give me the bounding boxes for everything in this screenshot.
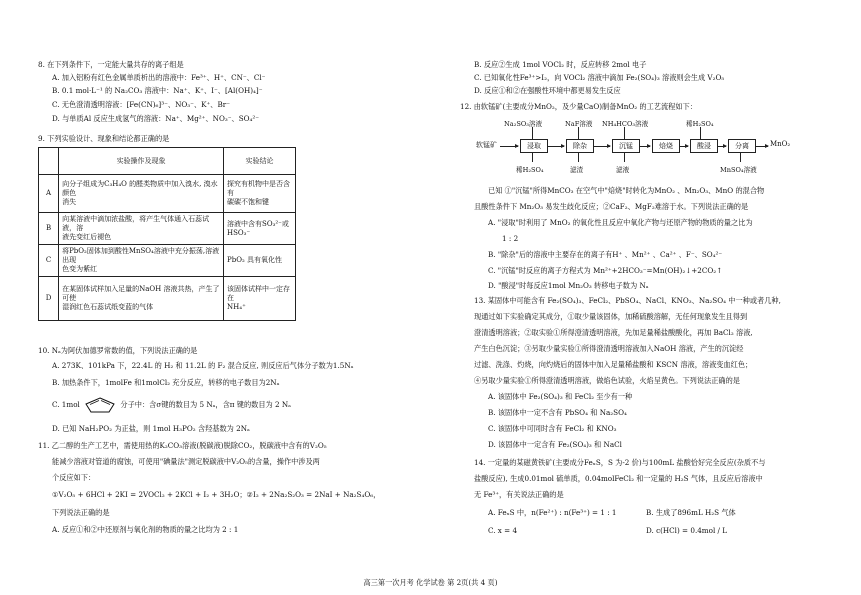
step-box: 除杂	[566, 139, 594, 153]
q14-option-a: A. FeₓS 中，n(Fe²⁺) : n(Fe³⁺) = 1 : 1	[488, 508, 617, 517]
reagent-label: NH₄HCO₃溶液	[602, 120, 649, 128]
product-label: MnO₂	[770, 140, 791, 148]
reagent-label: 稀H₂SO₄	[686, 120, 714, 128]
q9-row-conclusion	[224, 213, 296, 245]
step-box: 沉锰	[612, 139, 640, 153]
q9-op-line2: 湿润红色石蕊试纸变蓝的气体	[62, 303, 154, 311]
q10-c-suffix: 分子中：含σ键的数目为 5 Nₐ，含π 键的数目为 2 Nₐ	[120, 400, 291, 409]
right-arrow-icon	[756, 146, 768, 147]
right-arrow-icon	[640, 146, 650, 147]
q13-line6: ④另取少量实验①所得澄清透明溶液，做焰色试验，火焰呈黄色。下列说法正确的是	[474, 376, 740, 385]
step-box: 浸取	[520, 139, 548, 153]
q14-option-c: C. x = 4	[488, 526, 518, 535]
q13-line2: 现通过如下实验确定其成分，①取少量该固体，加稀硫酸溶解，无任何现象发生且得到	[474, 312, 748, 321]
q9-con-line1: PbO₂ 具有氧化性	[227, 256, 282, 264]
down-arrow-icon	[700, 127, 701, 139]
down-arrow-icon	[532, 127, 533, 139]
down-arrow-icon	[578, 127, 579, 139]
q12-option-b: B. "除杂"后的溶液中主要存在的离子有H⁺ 、Mn²⁺ 、Ca²⁺ 、F⁻、SO₄²⁻	[488, 250, 723, 259]
right-arrow-icon	[548, 146, 564, 147]
q11-line3: 个反应如下：	[52, 473, 96, 482]
down-arrow-icon	[740, 152, 741, 162]
q9-row-label: A	[39, 175, 59, 213]
q9-row-label: B	[39, 213, 59, 245]
q9-op-line2: 色变为紫红	[62, 265, 98, 273]
q9-row-conclusion	[224, 175, 296, 213]
q11-option-b: B. 反应②生成 1mol VOCl₂ 时，反应转移 2mol 电子	[474, 60, 647, 69]
q9-row-operation	[59, 245, 224, 277]
step-box: 焙烧	[652, 139, 680, 153]
q9-op-line1: 在某固体试样加入足量的NaOH 溶液共热，产生了可使	[62, 285, 220, 302]
q13-option-d: D. 该固体中一定含有 Fe₂(SO₄)₃ 和 NaCl	[488, 440, 622, 449]
q9-op-line1: 将PbO₂固体加到酸性MnSO₄溶液中充分振荡,溶液出现	[62, 247, 220, 264]
q9-row-conclusion	[224, 277, 296, 321]
q10-option-b: B. 加热条件下，1molFe 和1molCl₂ 充分反应，转移的电子数目为2Nₐ	[52, 378, 280, 387]
q8-option-b: B. 0.1 mol·L⁻¹ 的 Na₂CO₃ 溶液中：Na⁺、K⁺、I⁻、[Al(OH)₄]⁻	[52, 86, 263, 95]
q11-line4: ①V₂O₅ + 6HCl + 2KI = 2VOCl₂ + 2KCl + I₂ + 3H₂O；②I₂ + 2Na₂S₂O₃ = 2NaI + Na₂S₄O₆，	[52, 490, 381, 499]
q9-row-operation	[59, 213, 224, 245]
down-arrow-icon	[624, 152, 625, 162]
q8-option-d: D. 与单质Al 反应生成氢气的溶液：Na⁺、Mg²⁺、NO₃⁻、SO₄²⁻	[52, 114, 260, 123]
start-material-label: 软锰矿	[476, 141, 497, 149]
right-arrow-icon	[500, 146, 518, 147]
q9-con-line2: HSO₃⁻	[227, 228, 251, 237]
q9-header-operation: 实验操作及现象	[59, 148, 224, 175]
q10-stem: 10. Nₐ为阿伏加德罗常数的值，下列说法正确的是	[38, 346, 198, 355]
q12-note2: 且酸性条件下 Mn₂O₃ 易发生歧化反应；②CaF₂、MgF₂难溶于水。下列说法正确的是	[474, 202, 749, 211]
right-arrow-icon	[718, 146, 726, 147]
down-arrow-icon	[578, 152, 579, 162]
q10-c-prefix: C. 1mol	[52, 400, 80, 409]
q11-line5: 下列说法正确的是	[52, 508, 110, 517]
q12-option-a-line1: A. "浸取"时利用了 MnO₂ 的氧化性且反应中氧化产物与还原产物的物质的量之比为	[488, 218, 753, 227]
up-arrow-icon	[532, 152, 533, 162]
q14-option-b: B. 生成了896mL H₂S 气体	[646, 508, 736, 517]
reagent-label: 稀H₂SO₄	[516, 166, 544, 174]
down-arrow-icon	[624, 127, 625, 139]
q11-option-d: D. 反应①和②在强酸性环境中都更易发生反应	[474, 86, 621, 95]
right-arrow-icon	[594, 146, 610, 147]
reagent-label: Na₂SO₃溶液	[504, 120, 543, 128]
q9-row-operation	[59, 277, 224, 321]
q8-option-a: A. 加入铝粉有红色金属单质析出的溶液中：Fe³⁺、H⁺、CN⁻、Cl⁻	[52, 73, 266, 82]
q9-op-line2: 消失	[62, 198, 77, 206]
step-box: 分离	[728, 139, 756, 153]
table-row	[39, 175, 296, 213]
q8-stem: 8. 在下列条件下，一定能大量共存的离子组是	[38, 60, 184, 69]
q10-option-d: D. 已知 NaH₂PO₂ 为正盐，则 1mol H₃PO₂ 含羟基数为 2Nₐ	[52, 424, 250, 433]
q9-row-label: C	[39, 245, 59, 277]
q9-con-line2: NH₄⁺	[227, 303, 246, 311]
q11-option-a: A. 反应①和②中还原剂与氧化剂的物质的量之比均为 2 : 1	[52, 525, 239, 534]
table-row	[39, 213, 296, 245]
q11-line1: 11. 乙二醇的生产工艺中，需使用热的K₂CO₃溶液(脱碳液)脱除CO₂，脱碳液中含有的V₂O₅	[38, 441, 327, 450]
q12-option-a-line2: 1 : 2	[502, 234, 519, 243]
q14-option-d: D. c(HCl) = 0.4mol / L	[646, 526, 728, 535]
q9-op-line1: 向分子组成为C₃H₄O 的醛类物质中加入溴水, 溴水颜色	[62, 180, 218, 197]
q13-line3: 澄清透明溶液；②取实验①所得澄清透明溶液，先加足量稀盐酸酸化，再加 BaCl₂ 溶液,	[474, 328, 753, 337]
table-row	[39, 277, 296, 321]
q9-con-line2: 碳碳不饱和键	[227, 198, 270, 206]
right-arrow-icon	[680, 146, 688, 147]
q13-option-c: C. 该固体中可同时含有 FeCl₂ 和 KNO₃	[488, 424, 617, 433]
q12-option-d: D. "酸浸"时每反应1mol Mn₂O₃ 转移电子数为 Nₐ	[488, 281, 649, 290]
q9-row-label: D	[39, 277, 59, 321]
q9-con-line1: 该固体试样中一定存在	[227, 285, 291, 302]
q8-option-c: C. 无色澄清透明溶液：[Fe(CN)₆]³⁻、NO₃⁻、K⁺、Br⁻	[52, 100, 231, 109]
q13-option-a: A. 该固体中 Fe₂(SO₄)₃ 和 FeCl₂ 至少有一种	[488, 392, 633, 401]
q9-header-blank	[39, 148, 59, 175]
q9-stem: 9. 下列实验设计、现象和结论都正确的是	[38, 134, 170, 143]
q9-table	[38, 147, 296, 321]
q14-line1: 14. 一定量的某磁黄铁矿(主要成分FeₓS，S 为-2 价)与100mL 盐酸恰好完全反应(杂质不与	[474, 458, 766, 467]
q10-option-c	[52, 396, 291, 414]
q12-stem: 12. 由软锰矿(主要成分MnO₂，及少量CaO)制备MnO₂ 的工艺流程如下：	[460, 102, 697, 111]
byproduct-label: MnSO₄溶液	[720, 166, 757, 174]
q13-line5: 过滤、洗涤、灼烧，向灼烧后的固体中加入足量稀盐酸和 KSCN 溶液，溶液变血红色；	[474, 360, 753, 369]
q11-option-c: C. 已知氧化性Fe³⁺>I₂，向 VOCl₂ 溶液中滴加 Fe₂(SO₄)₃ 溶液则会生成 V₂O₅	[474, 73, 725, 82]
reagent-label: NaF溶液	[565, 120, 593, 128]
cyclopentadiene-structure-icon	[82, 396, 118, 414]
q9-row-conclusion	[224, 245, 296, 277]
q13-option-b: B. 该固体中一定不含有 PbSO₄ 和 Na₂SO₄	[488, 408, 627, 417]
q9-op-line1: 向某溶液中滴加浓盐酸，将产生气体通入石蕊试液，溶	[62, 215, 210, 232]
q9-row-operation	[59, 175, 224, 213]
q14-line3: 无 Fe³⁺，有关说法正确的是	[474, 490, 564, 499]
q14-line2: 盐酸反应), 生成0.01mol 硫单质，0.04molFeCl₂ 和一定量的 H₂S 气体，且反应后溶液中	[474, 474, 763, 483]
byproduct-label: 滤液	[616, 166, 630, 174]
q9-op-line2: 液先变红后褪色	[62, 233, 112, 241]
q10-option-a: A. 273K、101kPa 下，22.4L 的 H₂ 和 11.2L 的 F₂ 混合反应, 则反应后气体分子数为1.5Nₐ	[52, 361, 354, 370]
process-flowchart	[474, 116, 834, 176]
page-footer: 高三第一次月考 化学试卷 第 2页(共 4 页)	[363, 578, 498, 587]
q12-option-c: C. "沉锰"时反应的离子方程式为 Mn²⁺+2HCO₃⁻=Mn(OH)₂↓+2CO₂↑	[488, 266, 723, 275]
q9-header-conclusion: 实验结论	[224, 148, 296, 175]
q13-line1: 13. 某固体中可能含有 Fe₂(SO₄)₃、FeCl₂、PbSO₄、NaCl、KNO₃、Na₂SO₄ 中一种或者几种,	[474, 296, 781, 305]
q13-line4: 产生白色沉淀；③另取少量实验①所得澄清透明溶液加入NaOH 溶液，产生的沉淀经	[474, 344, 744, 353]
byproduct-label: 滤渣	[570, 166, 584, 174]
step-box: 酸浸	[690, 139, 718, 153]
table-row	[39, 245, 296, 277]
q9-con-line1: 溶液中含有SO₃²⁻或	[227, 219, 289, 228]
q9-con-line1: 探究有机物中是否含有	[227, 180, 291, 197]
q12-note1: 已知 ①"沉锰"所得MnCO₃ 在空气中"焙烧"时转化为MnO₂ 、Mn₂O₃、MnO 的混合物	[488, 186, 765, 195]
q11-line2: 能减少溶液对管道的腐蚀，可使用"碘量法"测定脱碳液中V₂O₅的含量，操作中涉及两	[52, 457, 320, 466]
